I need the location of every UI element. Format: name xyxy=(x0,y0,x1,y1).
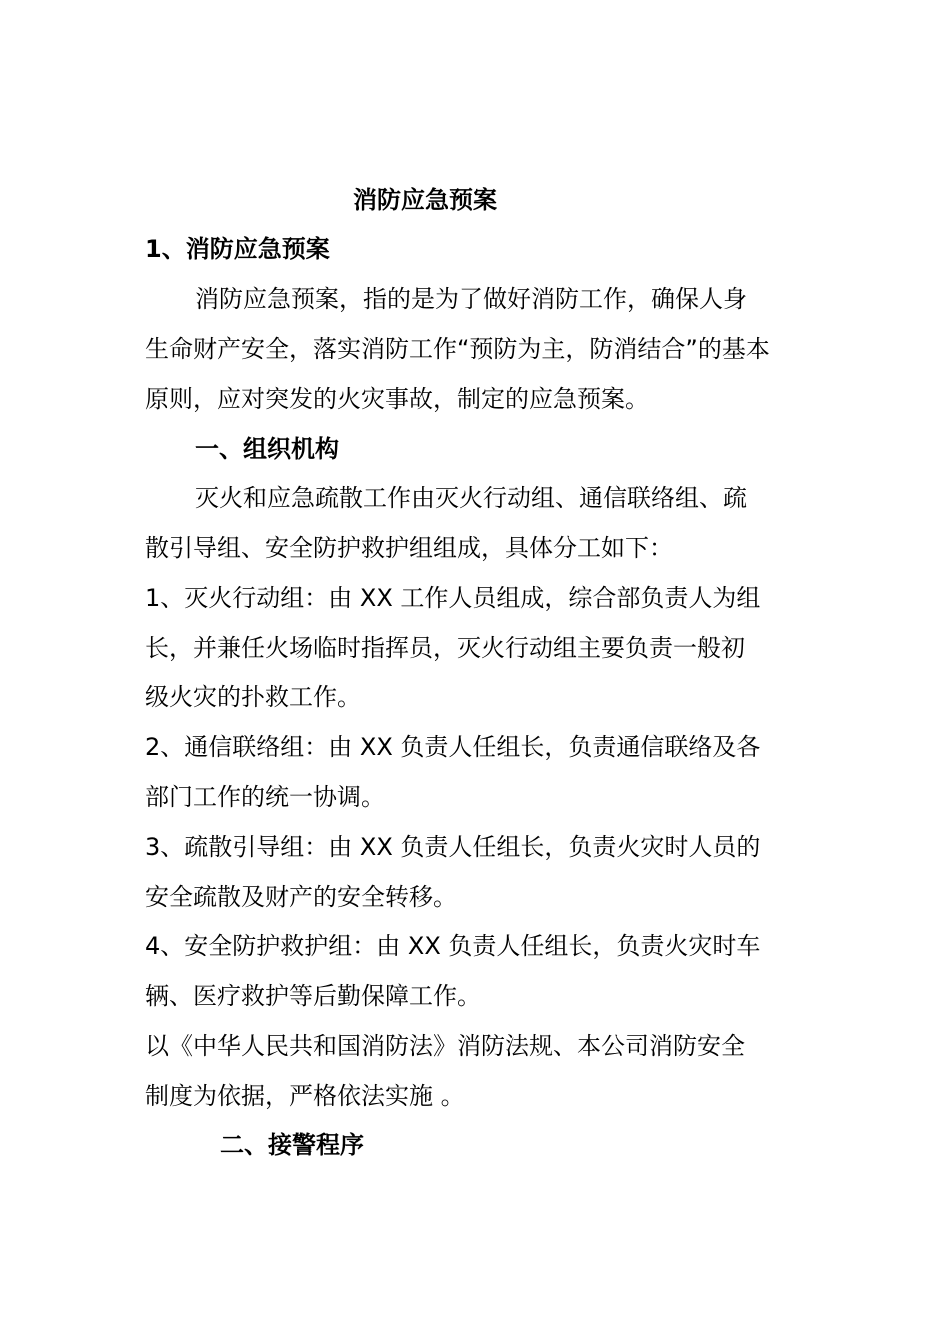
paragraph-line: 散引导组、安全防护救护组组成，具体分工如下： xyxy=(145,534,673,562)
section-heading-1: 1、消防应急预案 xyxy=(145,235,330,263)
paragraph-line: 生命财产安全，落实消防工作“预防为主，防消结合”的基本 xyxy=(145,335,770,363)
paragraph-line: 灭火和应急疏散工作由灭火行动组、通信联络组、疏 xyxy=(195,484,747,512)
paragraph-line: 原则，应对突发的火灾事故，制定的应急预案。 xyxy=(145,385,649,413)
list-item-line: 4、安全防护救护组：由 XX 负责人任组长，负责火灾时车 xyxy=(145,932,761,960)
list-item-line: 辆、医疗救护等后勤保障工作。 xyxy=(145,982,481,1010)
list-item-line: 3、疏散引导组：由 XX 负责人任组长，负责火灾时人员的 xyxy=(145,833,761,861)
section-heading-organization: 一、组织机构 xyxy=(195,435,339,463)
list-item-line: 长，并兼任火场临时指挥员，灭火行动组主要负责一般初 xyxy=(145,634,745,662)
list-item-line: 部门工作的统一协调。 xyxy=(145,783,385,811)
list-item-line: 2、通信联络组：由 XX 负责人任组长，负责通信联络及各 xyxy=(145,733,761,761)
list-item-line: 级火灾的扑救工作。 xyxy=(145,683,361,711)
list-item-line: 安全疏散及财产的安全转移。 xyxy=(145,883,457,911)
document-title: 消防应急预案 xyxy=(353,186,497,214)
list-item-line: 1、灭火行动组：由 XX 工作人员组成，综合部负责人为组 xyxy=(145,584,761,612)
paragraph-line: 制度为依据，严格依法实施 。 xyxy=(145,1082,465,1110)
paragraph-line: 消防应急预案，指的是为了做好消防工作，确保人身 xyxy=(195,285,747,313)
section-heading-alarm-procedure: 二、接警程序 xyxy=(220,1131,364,1159)
paragraph-line: 以《中华人民共和国消防法》消防法规、本公司消防安全 xyxy=(145,1032,745,1060)
